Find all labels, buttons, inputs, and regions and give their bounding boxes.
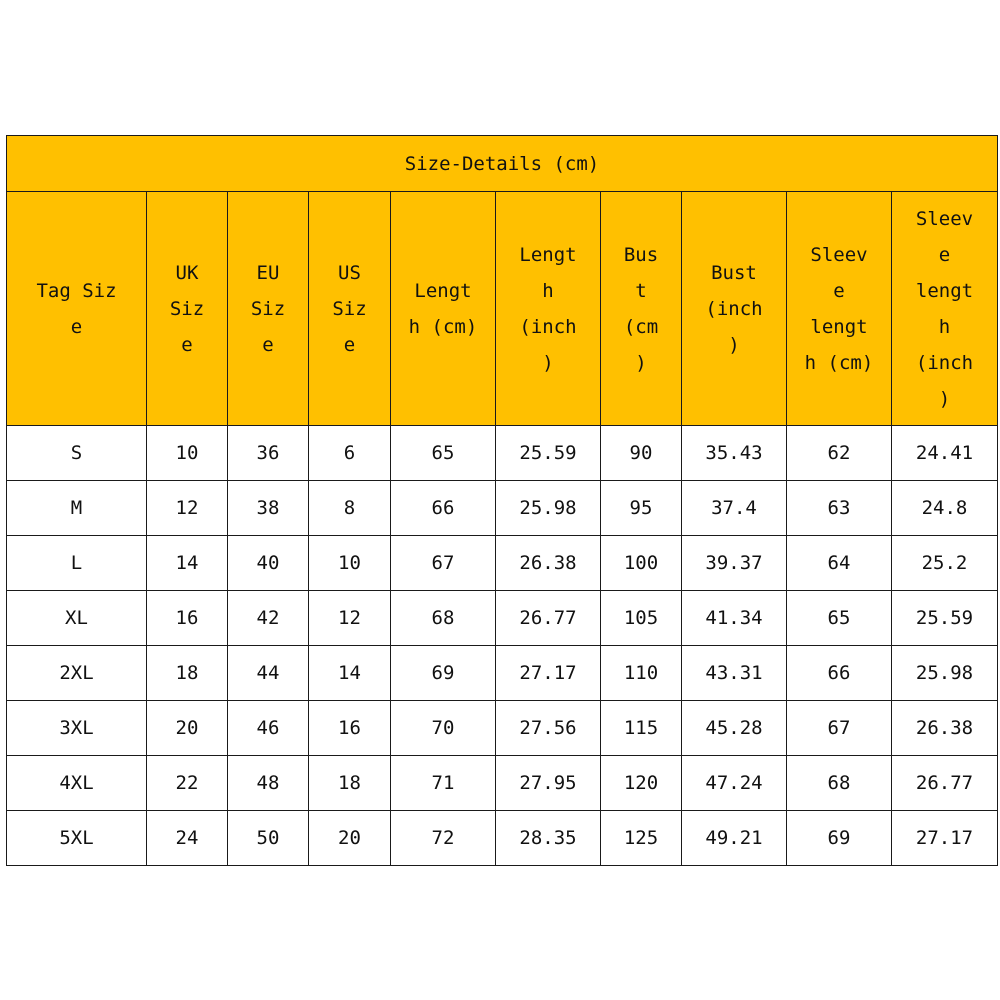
table-cell: 14	[309, 646, 391, 701]
table-cell: 63	[787, 481, 892, 536]
column-header	[7, 192, 147, 426]
column-header	[682, 192, 787, 426]
table-cell: 39.37	[682, 536, 787, 591]
table-cell: 64	[787, 536, 892, 591]
column-header-line: )	[635, 351, 647, 374]
column-header-line: h (cm)	[804, 351, 874, 374]
table-cell: 44	[228, 646, 309, 701]
table-row	[7, 536, 998, 591]
table-cell: 16	[147, 591, 228, 646]
table-cell: 120	[601, 756, 682, 811]
table-cell: 27.17	[496, 646, 601, 701]
table-cell: 69	[391, 646, 496, 701]
column-header	[601, 192, 682, 426]
table-cell: 50	[228, 811, 309, 866]
column-header-line: )	[542, 351, 554, 374]
table-cell: 115	[601, 701, 682, 756]
column-header-line: h	[542, 279, 554, 302]
column-header-line: Sleev	[810, 243, 868, 266]
table-cell: 110	[601, 646, 682, 701]
table-cell: 2XL	[7, 646, 147, 701]
column-header	[496, 192, 601, 426]
table-cell: M	[7, 481, 147, 536]
table-cell: L	[7, 536, 147, 591]
column-header-line: Sleev	[915, 207, 974, 230]
column-header-line: lengt	[810, 315, 868, 338]
column-header-line: lengt	[915, 279, 974, 302]
column-header-line: e	[938, 243, 951, 266]
table-cell: 40	[228, 536, 309, 591]
column-header-line: (cm	[623, 315, 659, 338]
column-header-line: UK	[175, 261, 199, 284]
table-cell: 26.38	[496, 536, 601, 591]
table-cell: S	[7, 426, 147, 481]
table-cell: 71	[391, 756, 496, 811]
table-cell: 49.21	[682, 811, 787, 866]
table-cell: 20	[147, 701, 228, 756]
table-cell: 43.31	[682, 646, 787, 701]
column-header	[391, 192, 496, 426]
table-cell: 125	[601, 811, 682, 866]
table-cell: 25.59	[496, 426, 601, 481]
column-header-line: Bust	[711, 261, 757, 284]
table-cell: 8	[309, 481, 391, 536]
column-header-line: h (cm)	[408, 315, 478, 338]
table-cell: 22	[147, 756, 228, 811]
column-header-line: US	[338, 261, 361, 284]
table-cell: 20	[309, 811, 391, 866]
table-cell: 41.34	[682, 591, 787, 646]
column-header	[309, 192, 391, 426]
column-header	[892, 192, 998, 426]
table-cell: 27.17	[892, 811, 998, 866]
table-row	[7, 701, 998, 756]
table-cell: 24.41	[892, 426, 998, 481]
table-title: Size-Details (cm)	[7, 136, 998, 192]
table-cell: 26.77	[892, 756, 998, 811]
table-cell: 3XL	[7, 701, 147, 756]
table-row	[7, 481, 998, 536]
table-cell: 18	[309, 756, 391, 811]
table-row	[7, 646, 998, 701]
column-header-line: )	[728, 333, 740, 356]
table-cell: 105	[601, 591, 682, 646]
table-cell: 67	[391, 536, 496, 591]
table-cell: 26.77	[496, 591, 601, 646]
column-header-line: e	[343, 333, 356, 356]
table-cell: 62	[787, 426, 892, 481]
column-header-row	[7, 192, 998, 426]
table-cell: 100	[601, 536, 682, 591]
table-cell: 37.4	[682, 481, 787, 536]
table-cell: 95	[601, 481, 682, 536]
table-cell: 66	[787, 646, 892, 701]
table-cell: 25.98	[496, 481, 601, 536]
table-cell: 12	[309, 591, 391, 646]
table-cell: 68	[391, 591, 496, 646]
table-cell: 27.56	[496, 701, 601, 756]
table-cell: 5XL	[7, 811, 147, 866]
table-cell: 66	[391, 481, 496, 536]
column-header-line: (inch	[915, 351, 974, 374]
table-cell: 46	[228, 701, 309, 756]
table-cell: 10	[147, 426, 228, 481]
table-row	[7, 756, 998, 811]
table-cell: XL	[7, 591, 147, 646]
table-row	[7, 426, 998, 481]
table-cell: 4XL	[7, 756, 147, 811]
table-cell: 65	[391, 426, 496, 481]
table-cell: 68	[787, 756, 892, 811]
title-row	[7, 136, 998, 192]
table-cell: 45.28	[682, 701, 787, 756]
table-row	[7, 811, 998, 866]
column-header-line: Bus	[623, 243, 659, 266]
table-cell: 48	[228, 756, 309, 811]
table-cell: 27.95	[496, 756, 601, 811]
column-header-line: )	[938, 387, 951, 410]
column-header-line: Siz	[250, 297, 286, 320]
table-cell: 36	[228, 426, 309, 481]
table-cell: 25.2	[892, 536, 998, 591]
column-header-line: e	[262, 333, 274, 356]
table-cell: 12	[147, 481, 228, 536]
column-header-line: h	[938, 315, 951, 338]
column-header-line: e	[70, 315, 83, 338]
column-header-line: Lengt	[414, 279, 472, 302]
column-header-line: Tag Siz	[36, 279, 117, 302]
table-cell: 28.35	[496, 811, 601, 866]
column-header-line: EU	[256, 261, 280, 284]
table-cell: 26.38	[892, 701, 998, 756]
column-header-line: Lengt	[519, 243, 577, 266]
column-header-line: e	[833, 279, 845, 302]
table-cell: 16	[309, 701, 391, 756]
table-cell: 25.59	[892, 591, 998, 646]
table-cell: 47.24	[682, 756, 787, 811]
table-cell: 10	[309, 536, 391, 591]
table-row	[7, 591, 998, 646]
column-header	[228, 192, 309, 426]
table-cell: 6	[309, 426, 391, 481]
table-cell: 35.43	[682, 426, 787, 481]
column-header-line: (inch	[705, 297, 763, 320]
table-cell: 24.8	[892, 481, 998, 536]
column-header-line: Siz	[332, 297, 367, 320]
table-cell: 67	[787, 701, 892, 756]
table-cell: 42	[228, 591, 309, 646]
table-cell: 25.98	[892, 646, 998, 701]
table-body	[7, 426, 998, 866]
column-header-line: e	[181, 333, 193, 356]
table-cell: 14	[147, 536, 228, 591]
column-header-line: t	[635, 279, 647, 302]
table-cell: 38	[228, 481, 309, 536]
table-cell: 70	[391, 701, 496, 756]
column-header	[147, 192, 228, 426]
table-cell: 72	[391, 811, 496, 866]
column-header-line: (inch	[519, 315, 577, 338]
table-cell: 65	[787, 591, 892, 646]
column-header-line: Siz	[169, 297, 205, 320]
table-cell: 90	[601, 426, 682, 481]
column-header	[787, 192, 892, 426]
table-cell: 24	[147, 811, 228, 866]
table-cell: 18	[147, 646, 228, 701]
size-details-table	[6, 135, 998, 866]
table-cell: 69	[787, 811, 892, 866]
